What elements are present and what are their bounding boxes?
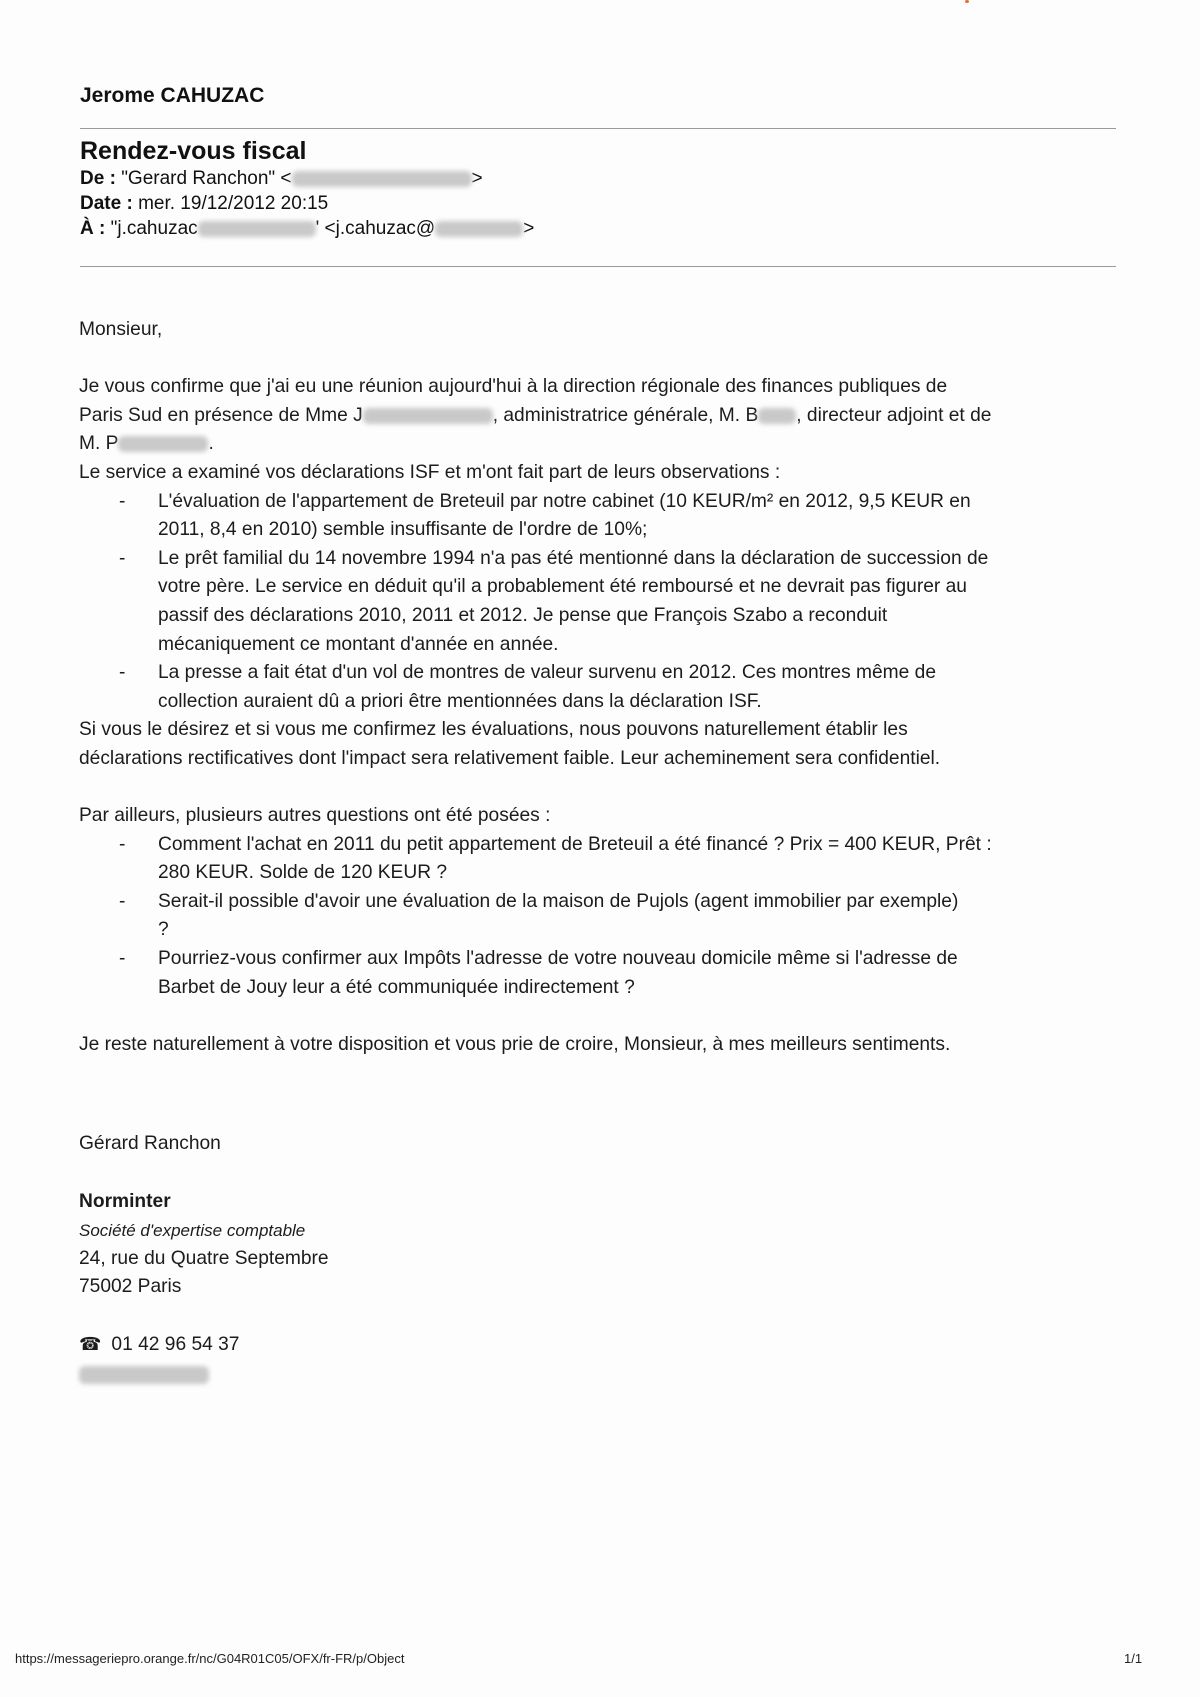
account-name: Jerome CAHUZAC bbox=[80, 84, 265, 107]
bullet-dash: - bbox=[119, 833, 126, 855]
greeting: Monsieur, bbox=[79, 319, 163, 340]
email-body bbox=[79, 316, 1129, 1059]
redacted-domain bbox=[435, 221, 523, 237]
list-item: - Comment l'achat en 2011 du petit appartement de Breteuil a été financé ? Prix = 400 KEUR, Prêt : 280 KEUR. Solde de 120 KEUR ? bbox=[79, 831, 1129, 888]
signature-phone: 01 42 96 54 37 bbox=[111, 1334, 240, 1355]
date-value: mer. 19/12/2012 20:15 bbox=[138, 193, 329, 214]
list-item: - Pourriez-vous confirmer aux Impôts l'adresse de votre nouveau domicile même si l'adresse de Barbet de Jouy leur a été communiquée indirectement ? bbox=[79, 945, 1129, 1002]
from-suffix: > bbox=[471, 168, 483, 189]
signature-name: Gérard Ranchon bbox=[79, 1133, 221, 1154]
to-suffix: > bbox=[523, 218, 535, 239]
date-row: Date : mer. 19/12/2012 20:15 bbox=[80, 193, 329, 214]
paragraph-line: déclarations rectificatives dont l'impact sera relativement faible. Leur acheminement sera confidentiel. bbox=[79, 747, 941, 769]
redacted-name bbox=[363, 408, 493, 424]
list-item: - La presse a fait état d'un vol de montres de valeur survenu en 2012. Ces montres même de collection auraient dû a priori être mentionnées dans la déclaration ISF. bbox=[79, 659, 1129, 716]
to-label: À bbox=[80, 218, 94, 239]
page-number: 1/1 bbox=[1124, 1651, 1143, 1666]
redacted-mobile-number bbox=[79, 1366, 209, 1384]
paragraph-line: Paris Sud en présence de Mme J , administratrice générale, M. B , directeur adjoint et de bbox=[79, 404, 992, 426]
redacted-name bbox=[758, 408, 796, 424]
from-row: De : "Gerard Ranchon" < > bbox=[80, 168, 483, 189]
bullet-dash: - bbox=[119, 547, 126, 569]
list-item: - L'évaluation de l'appartement de Breteuil par notre cabinet (10 KEUR/m² en 2012, 9,5 KEUR en 2011, 8,4 en 2010) semble insuffisante de l'ordre de 10%; bbox=[79, 488, 1129, 545]
signature-company: Norminter bbox=[79, 1191, 171, 1212]
bullet-dash: - bbox=[119, 490, 126, 512]
list-item: - Le prêt familial du 14 novembre 1994 n'a pas été mentionné dans la déclaration de succession de votre père. Le service en déduit qu'il a probablement été remboursé et ne devrait pas figurer au passif des déclarations 2010, 2011 et 2012. Je pense que François Szabo a reconduit mécaniquement ce montant d'année en année. bbox=[79, 545, 1129, 659]
closing-line: Je reste naturellement à votre disposition et vous prie de croire, Monsieur, à mes meilleurs sentiments. bbox=[79, 1033, 951, 1055]
print-footer-url: https://messageriepro.orange.fr/nc/G04R01C05/OFX/fr-FR/p/Object bbox=[15, 1651, 405, 1666]
signature-address-line1: 24, rue du Quatre Septembre bbox=[79, 1248, 329, 1269]
signature-address-line2: 75002 Paris bbox=[79, 1276, 182, 1297]
to-value-mid: ' <j.cahuzac@ bbox=[315, 218, 436, 239]
paragraph-line: M. P . bbox=[79, 433, 214, 455]
observations-list bbox=[79, 488, 1129, 717]
list-item: - Serait-il possible d'avoir une évaluation de la maison de Pujols (agent immobilier par exemple) ? bbox=[79, 888, 1129, 945]
questions-list bbox=[79, 831, 1129, 1003]
from-label: De bbox=[80, 168, 105, 189]
bullet-dash: - bbox=[119, 890, 126, 912]
redacted-email bbox=[292, 171, 472, 187]
signature-company-desc: Société d'expertise comptable bbox=[79, 1221, 306, 1240]
scan-speck bbox=[965, 0, 969, 3]
redacted-text bbox=[198, 221, 316, 237]
observations-intro: Le service a examiné vos déclarations ISF et m'ont fait part de leurs observations : bbox=[79, 461, 781, 483]
redacted-name bbox=[118, 436, 208, 452]
header-divider bbox=[80, 128, 1116, 129]
meta-divider bbox=[80, 266, 1116, 267]
date-label: Date bbox=[80, 193, 122, 214]
from-value: "Gerard Ranchon" < bbox=[121, 168, 292, 189]
to-value-start: "j.cahuzac bbox=[110, 218, 198, 239]
to-row: À : "j.cahuzac ' <j.cahuzac@ > bbox=[80, 218, 535, 239]
paragraph-line: Je vous confirme que j'ai eu une réunion aujourd'hui à la direction régionale des finances publiques de bbox=[79, 376, 948, 398]
bullet-dash: - bbox=[119, 948, 126, 970]
paragraph-line: Si vous le désirez et si vous me confirmez les évaluations, nous pouvons naturellement établir les bbox=[79, 719, 908, 741]
signature-phone-row bbox=[79, 1334, 239, 1356]
signature-mobile-row bbox=[79, 1364, 209, 1386]
questions-intro: Par ailleurs, plusieurs autres questions ont été posées : bbox=[79, 805, 551, 827]
bullet-dash: - bbox=[119, 662, 126, 684]
telephone-icon: ☎ bbox=[79, 1334, 102, 1354]
email-subject: Rendez-vous fiscal bbox=[80, 137, 307, 165]
